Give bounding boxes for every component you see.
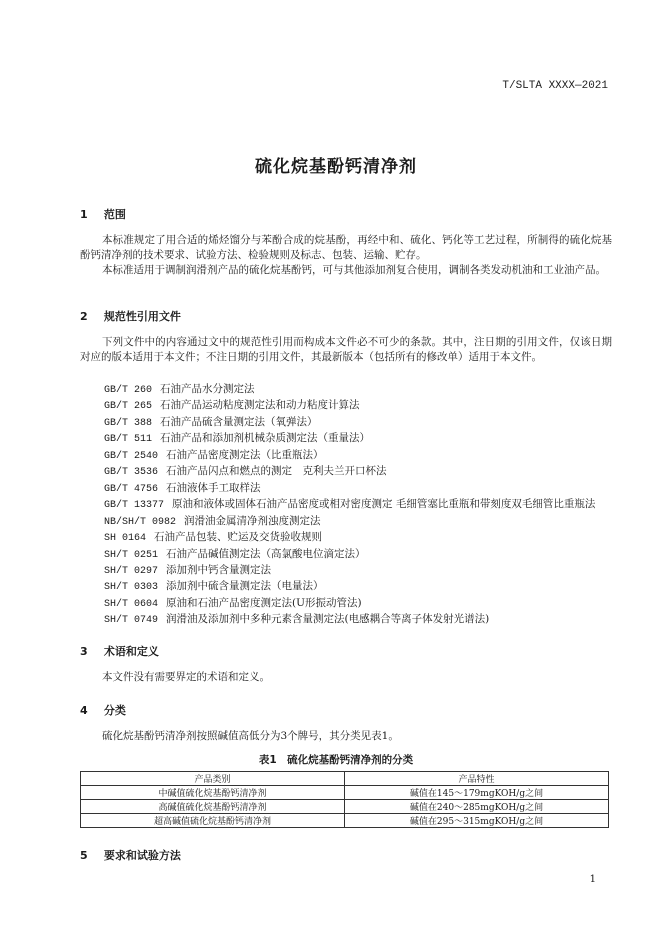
table-caption: 表1 硫化烷基酚钙清净剂的分类 <box>258 754 414 766</box>
reference-item <box>104 382 609 398</box>
page-number: 1 <box>589 874 596 885</box>
classification-table <box>80 771 609 828</box>
table-cell: 碱值在240～285mgKOH/g之间 <box>345 800 609 814</box>
section-heading-4 <box>80 702 126 718</box>
classification-paragraph: 硫化烷基酚钙清净剂按照碱值高低分为3个牌号，其分类见表1。 <box>102 730 399 742</box>
reference-item <box>104 398 609 414</box>
table-header-cell: 产品特性 <box>345 772 609 786</box>
section-number: 1 <box>80 208 88 221</box>
reference-code: GB/T 13377 <box>104 500 165 512</box>
section-title: 范围 <box>103 208 126 221</box>
reference-code: GB/T 2540 <box>104 450 159 462</box>
reference-title: 原油和石油产品密度测定法(U形振动管法) <box>166 596 362 609</box>
reference-code: SH/T 0297 <box>104 565 159 577</box>
reference-title: 添加剂中硫含量测定法（电量法） <box>166 580 324 593</box>
table-cell: 碱值在145～179mgKOH/g之间 <box>345 786 609 800</box>
reference-code: GB/T 4756 <box>104 483 159 495</box>
reference-item <box>104 431 609 447</box>
table-cell: 中碱值硫化烷基酚钙清净剂 <box>81 786 345 800</box>
reference-title: 石油产品和添加剂机械杂质测定法（重量法） <box>160 432 371 445</box>
reference-title: 润滑油及添加剂中多种元素含量测定法(电感耦合等离子体发射光谱法) <box>166 613 490 626</box>
table-cell: 超高碱值硫化烷基酚钙清净剂 <box>81 814 345 828</box>
reference-item <box>104 497 609 513</box>
table-header-cell: 产品类别 <box>81 772 345 786</box>
table-cell: 高碱值硫化烷基酚钙清净剂 <box>81 800 345 814</box>
terms-paragraph: 本文件没有需要界定的术语和定义。 <box>102 671 270 683</box>
reference-code: SH/T 0303 <box>104 582 159 594</box>
reference-code: SH/T 0749 <box>104 615 159 627</box>
section-number: 5 <box>80 849 88 862</box>
reference-title: 石油液体手工取样法 <box>166 481 261 494</box>
table-cell: 碱值在295～315mgKOH/g之间 <box>345 814 609 828</box>
reference-code: GB/T 260 <box>104 385 153 396</box>
reference-list <box>104 382 609 629</box>
standard-number: T/SLTA XXXX—2021 <box>502 80 608 92</box>
reference-code: SH/T 0604 <box>104 598 159 610</box>
table-row <box>81 800 609 814</box>
reference-code: GB/T 3536 <box>104 467 159 479</box>
section-heading-3 <box>80 643 159 659</box>
reference-title: 润滑油金属清净剂浊度测定法 <box>184 514 321 527</box>
section-title: 要求和试验方法 <box>103 849 181 862</box>
reference-item <box>104 547 609 563</box>
reference-code: GB/T 511 <box>104 434 153 446</box>
reference-title: 石油产品密度测定法（比重瓶法） <box>166 448 324 461</box>
reference-title: 石油产品包装、贮运及交货验收规则 <box>154 531 323 544</box>
reference-item <box>104 612 609 628</box>
reference-code: SH 0164 <box>104 533 147 545</box>
reference-item <box>104 481 609 497</box>
reference-code: GB/T 388 <box>104 417 153 429</box>
section-number: 4 <box>80 704 88 717</box>
table-row <box>81 786 609 800</box>
reference-item <box>104 579 609 595</box>
reference-title: 添加剂中钙含量测定法 <box>166 563 272 576</box>
reference-code: SH/T 0251 <box>104 549 159 561</box>
section-title: 规范性引用文件 <box>103 310 181 323</box>
section-title: 术语和定义 <box>103 645 159 658</box>
reference-item <box>104 530 609 546</box>
document-title: 硫化烷基酚钙清净剂 <box>255 157 417 177</box>
reference-item <box>104 448 609 464</box>
section-title: 分类 <box>103 704 126 717</box>
reference-title: 石油产品硫含量测定法（氧弹法） <box>160 415 318 428</box>
reference-code: NB/SH/T 0982 <box>104 516 177 528</box>
section-heading-2 <box>80 308 181 324</box>
scope-paragraph-1: 本标准规定了用合适的烯烃馏分与苯酚合成的烷基酚，再经中和、硫化、钙化等工艺过程，所制得的硫化烷基酚钙清净剂的技术要求、试验方法、检验规则及标志、包装、运输、贮存。 <box>80 234 612 261</box>
reference-item <box>104 596 609 612</box>
reference-code: GB/T 265 <box>104 401 153 413</box>
reference-title: 石油产品水分测定法 <box>160 383 255 395</box>
table-header-row <box>81 772 609 786</box>
reference-item <box>104 415 609 431</box>
normative-intro-paragraph: 下列文件中的内容通过文中的规范性引用而构成本文件必不可少的条款。其中，注日期的引用文件，仅该日期对应的版本适用于本文件；不注日期的引用文件，其最新版本（包括所有的修改单）适用于本文件。 <box>80 336 612 363</box>
scope-paragraph-2: 本标准适用于调制润滑剂产品的硫化烷基酚钙，可与其他添加剂复合使用，调制各类发动机油和工业油产品。 <box>102 264 606 276</box>
table-row <box>81 814 609 828</box>
reference-item <box>104 464 609 480</box>
reference-title: 石油产品闪点和燃点的测定 克利夫兰开口杯法 <box>166 465 387 478</box>
section-number: 3 <box>80 645 88 658</box>
section-number: 2 <box>80 310 88 323</box>
reference-title: 原油和液体或固体石油产品密度或相对密度测定 毛细管塞比重瓶和带刻度双毛细管比重瓶法 <box>172 498 596 511</box>
section-heading-5 <box>80 847 181 863</box>
reference-title: 石油产品碱值测定法（高氯酸电位滴定法） <box>166 547 366 560</box>
reference-title: 石油产品运动粘度测定法和动力粘度计算法 <box>160 399 360 412</box>
reference-item <box>104 563 609 579</box>
section-heading-1 <box>80 206 126 222</box>
reference-item <box>104 514 609 530</box>
